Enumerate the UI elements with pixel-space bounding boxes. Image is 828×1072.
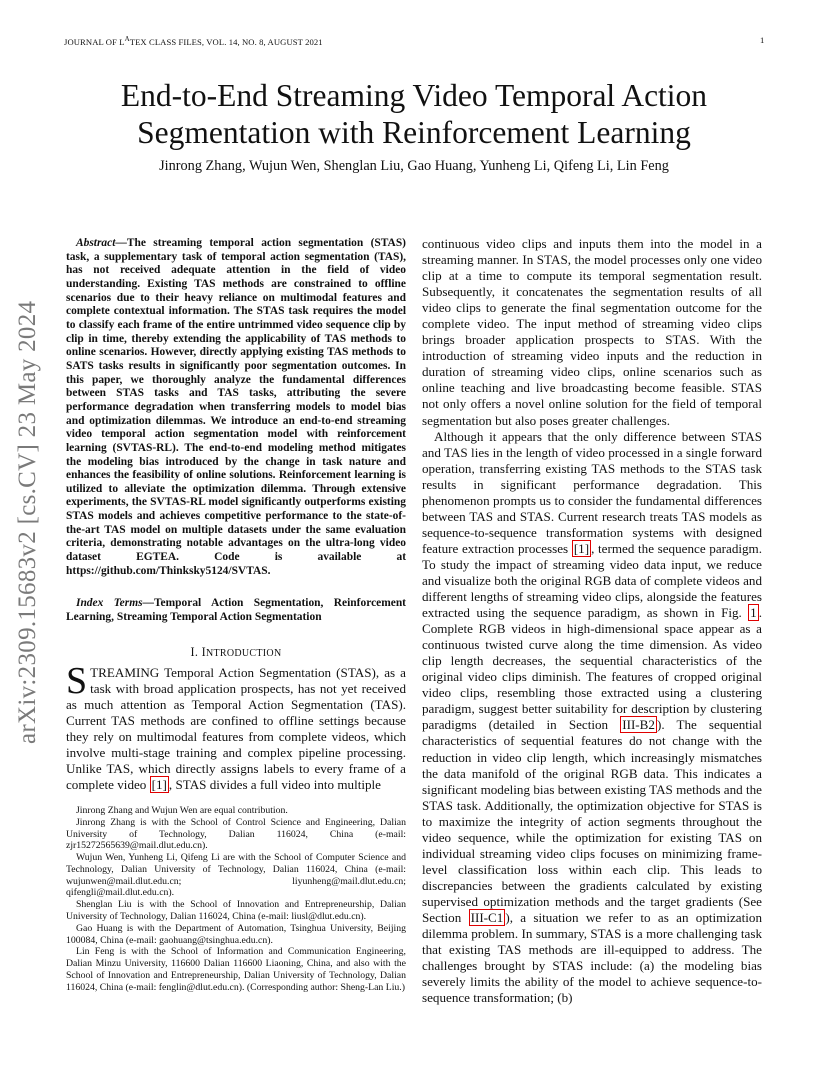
introduction-paragraph: STREAMING Temporal Action Segmentation (STAS), as a task with broad application prospects, has not yet received as much attention as Temporal Action Segmentation (TAS). Current TAS methods are confined to offline settings because they rely on multimodal features from complete videos, which involve multi-stage training and complex pipeline processing. Unlike TAS, which directly assigns labels to every frame of a complete video [1] , STAS divides a full video into multiple [66, 660, 406, 793]
footnote: Wujun Wen, Yunheng Li, Qifeng Li are with the School of Computer Science and Technology, Dalian University of Technology, Dalian 116024, China (e-mail: wujunwen@mail.dlut.edu.cn; liyunheng@mail.dlut.edu.cn; qifengli@mail.dlut.edu.cn). [66, 852, 406, 899]
section-link[interactable]: III-B2 [622, 717, 655, 733]
footnote: Shenglan Liu is with the School of Innovation and Entrepreneurship, Dalian University of Technology, Dalian 116024, China (e-mail: liusl@dlut.edu.cn). [66, 899, 406, 923]
arxiv-stamp: arXiv:2309.15683v2 [cs.CV] 23 May 2024 [14, 300, 41, 744]
paper-title [60, 77, 768, 151]
index-terms-label: Index Terms [76, 597, 143, 609]
title-line-2: Segmentation with Reinforcement Learning [137, 115, 691, 150]
figure-link[interactable]: 1 [750, 605, 757, 621]
citation-link[interactable]: [1] [151, 777, 167, 793]
abstract-label: Abstract [76, 237, 116, 249]
footnotes [66, 805, 406, 994]
footnote: Gao Huang is with the Department of Automation, Tsinghua University, Beijing 100084, China (e-mail: gaohuang@tsinghua.edu.cn). [66, 922, 406, 946]
section-heading-introduction: I. INTRODUCTION [190, 645, 282, 659]
index-terms [66, 597, 406, 624]
author-list: Jinrong Zhang, Wujun Wen, Shenglan Liu, Gao Huang, Yunheng Li, Qifeng Li, Lin Feng [159, 158, 669, 174]
body-paragraph: continuous video clips and inputs them into the model in a streaming manner. In STAS, the model processes only one video clip at a time to compute its temporal segmentation result. Subsequently, it concatenates the segmentation results of all video clips to generate the final segmentation outcome for the complete video. The input method of streaming video clips brings broader application prospects to STAS. With the introduction of streaming video inputs and the reduction in duration of streaming video clips, online scenarios such as online teaching and live broadcasting become feasible. STAS not only offers a novel online solution for the field of temporal segmentation but also poses greater challenges. [422, 236, 762, 428]
running-head: JOURNAL OF $L^ATEX$ CLASS FILES, VOL. 14, NO. 8, AUGUST 2021 [64, 35, 323, 47]
right-column-body [422, 236, 762, 1006]
footnote: Jinrong Zhang and Wujun Wen are equal contribution. [76, 805, 288, 816]
body-paragraph: Although it appears that the only difference between STAS and TAS lies in the length of video processed in a single forward operation, transferring existing TAS methods to the STAS task results in significant performance degradation. This phenomenon prompts us to consider the fundamental differences between TAS and STAS. Current research treats TAS models as sequence-to-sequence transformation systems with designed feature extraction processes [1] , termed the sequence paradigm. To study the impact of streaming video data input, we reduce and visualize both the original RGB data of complete videos and different lengths of streaming video clips, alongside the features extracted using the sequence paradigm, as shown in Fig. 1 . Complete RGB videos in high-dimensional space appear as a continuous twisted curve along the time dimension. As video clip length decreases, the sequential characteristics of the original video clips diminish. The features of cropped original video clips, resembling those extracted using a clustering paradigm, suggest better suitability for description by clustering paradigms (detailed in Section III-B2 ). The sequential characteristics of sequential features do not change with the reduction in video clip length, which increasingly mismatches the data manifold of the original RGB data. This indicates a significant modeling bias between existing TAS methods and the STAS task. Additionally, the optimization objective for STAS is to maximize the integrity of action segments throughout the video sequence, while the optimization for existing TAS on individual streaming video clips focuses on minimizing frame-level classification loss within each clip. This leads to discrepancies between the gradients calculated by existing supervised optimization methods and the target gradients (See Section III-C1 ), a situation we refer to as an optimization dilemma problem. In summary, STAS is a more challenging task that existing TAS methods are ill-equipped to address. The challenges brought by STAS include: (a) the modeling bias severely limits the ability of the model to achieve sequence-to-sequence transformation; (b) [422, 428, 763, 1006]
page-number: 1 [760, 35, 765, 45]
drop-cap: S [66, 660, 88, 702]
abstract [66, 237, 406, 578]
footnote: Jinrong Zhang is with the School of Control Science and Engineering, Dalian University of Technology, Dalian 116024, China (e-mail: zjr15272565639@mail.dlut.edu.cn). [66, 816, 406, 852]
index-terms-text: —Temporal Action Segmentation, Reinforcement Learning, Streaming Temporal Action Segmentation [66, 597, 406, 623]
footnote: Lin Feng is with the School of Information and Communication Engineering, Dalian Minzu University, 116600 Dalian 116600 Liaoning, China, and also with the School of Innovation and Entrepreneurship, Dalian University of Technology, Dalian 116024, China (e-mail: fenglin@dlut.edu.cn). (Corresponding author: Sheng-Lan Liu.) [66, 946, 406, 993]
citation-link[interactable]: [1] [573, 540, 590, 556]
section-link[interactable]: III-C1 [470, 909, 504, 925]
title-line-1: End-to-End Streaming Video Temporal Action [120, 78, 708, 113]
abstract-text: —The streaming temporal action segmentation (STAS) task, a supplementary task of temporal action segmentation (TAS), has not received adequate attention in the field of video understanding. Existing TAS methods are constrained to offline scenarios due to their heavy reliance on multimodal features and complete contextual information. The STAS task requires the model to classify each frame of the entire untrimmed video sequence clip by clip in time, thereby extending the applicability of TAS methods to online scenarios. However, directly applying existing TAS methods to SATS tasks results in significantly poor segmentation outcomes. In this paper, we thoroughly analyze the fundamental differences between STAS tasks and TAS tasks, attributing the severe performance degradation when transferring models to model bias and optimization dilemmas. We introduce an end-to-end streaming video temporal action segmentation model with reinforcement learning (SVTAS-RL). The end-to-end modeling method mitigates the modeling bias introduced by the change in task nature and enhances the feasibility of online solutions. Reinforcement learning is utilized to alleviate the optimization dilemma. Through extensive experiments, the SVTAS-RL model significantly outperforms existing STAS models and achieves competitive performance to the state-of-the-art TAS model on multiple datasets under the same evaluation criteria, demonstrating notable advantages on the ultra-long video dataset EGTEA. Code is available at https://github.com/Thinksky5124/SVTAS. [66, 237, 406, 577]
